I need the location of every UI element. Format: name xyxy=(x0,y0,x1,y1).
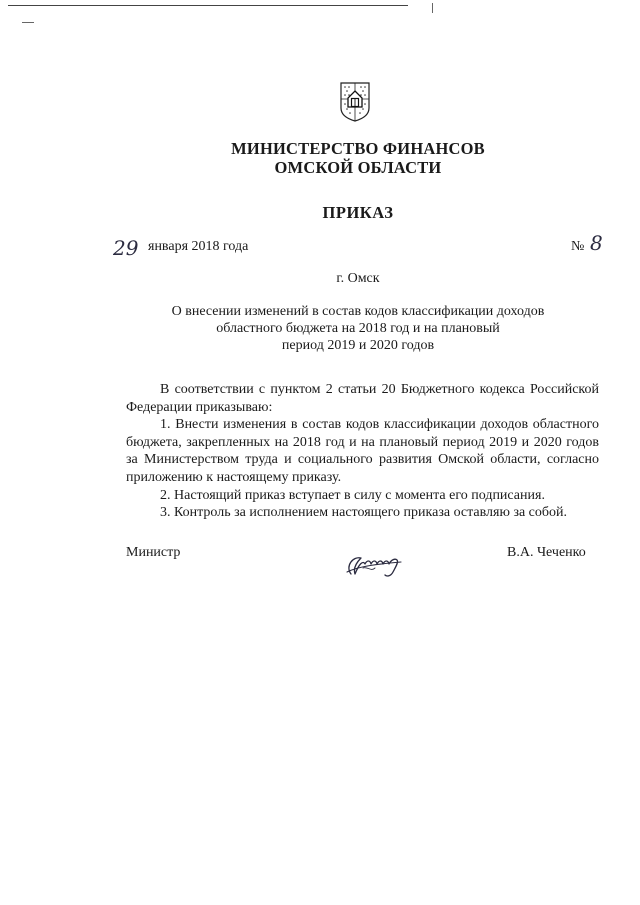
scan-artifact-dash xyxy=(22,22,34,23)
subject-line-3: период 2019 и 2020 годов xyxy=(281,338,435,353)
scan-border-line xyxy=(8,5,408,6)
order-number-label: № xyxy=(571,239,585,254)
document-type-title: ПРИКАЗ xyxy=(322,203,394,222)
subject-line-1: О внесении изменений в состав кодов классификации доходов xyxy=(171,304,545,319)
order-body xyxy=(126,381,599,522)
order-subject xyxy=(120,303,596,354)
date-day-handwritten: 29 xyxy=(113,236,139,260)
signatory-role: Министр xyxy=(126,545,181,560)
date-month-year: января 2018 года xyxy=(148,239,249,254)
body-paragraph-item-3: 3. Контроль за исполнением настоящего приказа оставляю за собой. xyxy=(160,505,568,521)
city-line: г. Омск xyxy=(336,271,380,286)
order-number-handwritten: 8 xyxy=(590,231,603,255)
body-paragraph-item-2: 2. Настоящий приказ вступает в силу с момента его подписания. xyxy=(160,487,545,503)
subject-line-2: областного бюджета на 2018 год и на плановый xyxy=(216,321,500,336)
ministry-name-line1: МИНИСТЕРСТВО ФИНАНСОВ xyxy=(231,139,485,158)
handwritten-signature xyxy=(343,552,405,578)
coat-of-arms-icon xyxy=(340,82,370,122)
scan-artifact-tick xyxy=(432,3,433,13)
ministry-name-line2: ОМСКОЙ ОБЛАСТИ xyxy=(274,158,442,177)
body-paragraph-preamble: В соответствии с пунктом 2 статьи 20 Бюджетного кодекса Российской Федерации приказываю: xyxy=(126,382,599,415)
body-paragraph-item-1: 1. Внести изменения в состав кодов классификации доходов областного бюджета, закрепленных на 2018 год и на плановый период 2019 и 2020 годов за Министерством труда и социального развития Омской области, согласно приложению к настоящему приказу. xyxy=(126,417,599,485)
signatory-name: В.А. Чеченко xyxy=(507,545,586,560)
